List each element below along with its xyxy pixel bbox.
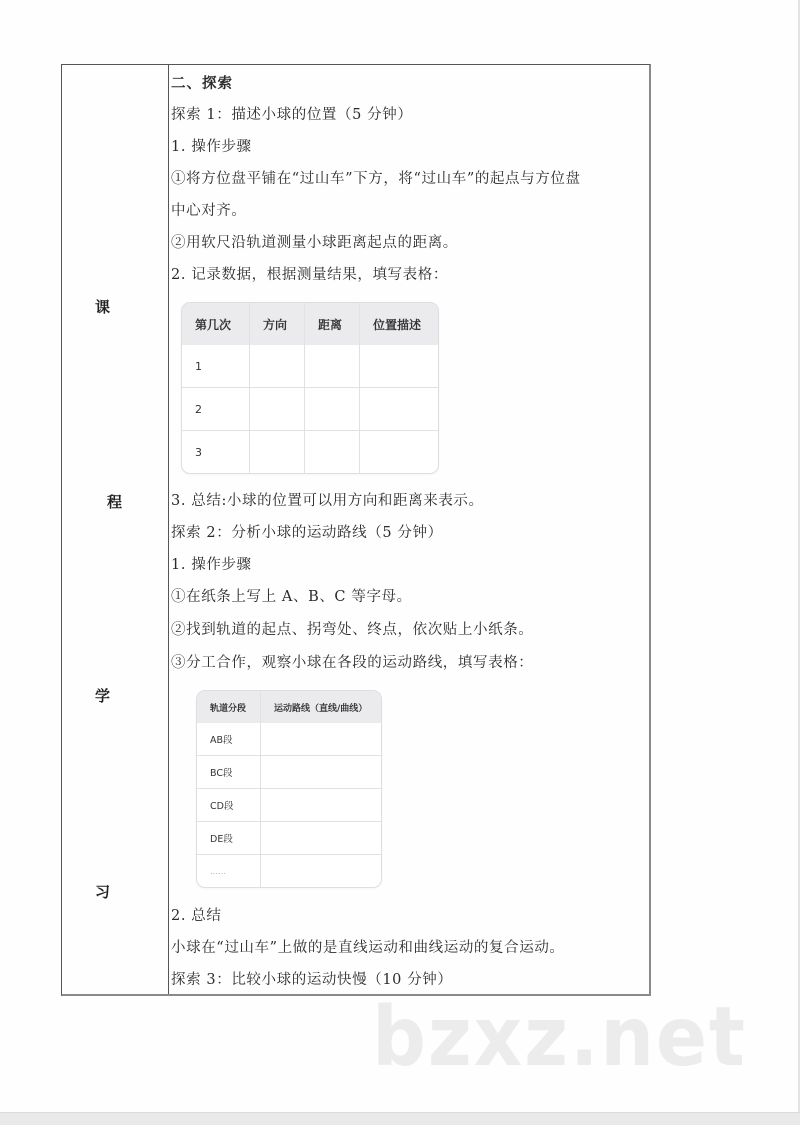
explore1-steps-heading: 1. 操作步骤 xyxy=(171,139,252,155)
cell-segment: DE段 xyxy=(197,822,261,855)
cell-segment-ellipsis: …… xyxy=(197,855,261,887)
cell-distance[interactable] xyxy=(305,388,360,431)
explore1-step1-line1: ①将方位盘平铺在“过山车”下方，将“过山车”的起点与方位盘 xyxy=(171,171,581,187)
cell-direction[interactable] xyxy=(250,388,305,431)
table-row xyxy=(197,723,381,756)
cell-position-description[interactable] xyxy=(360,345,438,388)
explore2-summary-heading: 2. 总结 xyxy=(171,908,222,924)
cell-position-description[interactable] xyxy=(360,431,438,473)
column-divider xyxy=(168,65,169,994)
header-attempt: 第几次 xyxy=(182,303,250,345)
table-row xyxy=(197,789,381,822)
watermark: bzxz.net xyxy=(372,990,747,1085)
header-distance: 距离 xyxy=(305,303,360,345)
table-row xyxy=(182,388,438,431)
table-row xyxy=(182,345,438,388)
explore2-title: 探索 2：分析小球的运动路线（5 分钟） xyxy=(171,525,443,541)
cell-motion-path[interactable] xyxy=(261,723,381,756)
cell-direction[interactable] xyxy=(250,345,305,388)
cell-position-description[interactable] xyxy=(360,388,438,431)
side-label-char-2: 程 xyxy=(107,493,123,511)
cell-motion-path[interactable] xyxy=(261,822,381,855)
cell-attempt: 2 xyxy=(182,388,250,431)
explore2-steps-heading: 1. 操作步骤 xyxy=(171,557,252,573)
table-header-row xyxy=(182,303,438,345)
header-motion-path: 运动路线（直线/曲线） xyxy=(261,691,381,723)
lesson-table xyxy=(61,64,651,996)
position-record-table xyxy=(181,302,439,474)
track-segment-table xyxy=(196,690,382,888)
table-row xyxy=(182,431,438,473)
explore1-summary: 3. 总结:小球的位置可以用方向和距离来表示。 xyxy=(171,493,484,509)
cell-motion-path[interactable] xyxy=(261,855,381,887)
page-gap xyxy=(0,1112,800,1126)
side-label-char-1: 课 xyxy=(95,298,111,316)
cell-segment: BC段 xyxy=(197,756,261,789)
explore2-summary: 小球在“过山车”上做的是直线运动和曲线运动的复合运动。 xyxy=(171,940,565,956)
cell-distance[interactable] xyxy=(305,431,360,473)
side-label-char-4: 习 xyxy=(95,883,111,901)
cell-motion-path[interactable] xyxy=(261,756,381,789)
next-page-top xyxy=(0,1125,800,1134)
header-position-description: 位置描述 xyxy=(360,303,438,345)
explore1-step2: ②用软尺沿轨道测量小球距离起点的距离。 xyxy=(171,235,458,251)
explore1-step1-line2: 中心对齐。 xyxy=(171,203,247,219)
cell-attempt: 1 xyxy=(182,345,250,388)
cell-attempt: 3 xyxy=(182,431,250,473)
table-row xyxy=(197,756,381,789)
header-track-segment: 轨道分段 xyxy=(197,691,261,723)
explore1-title: 探索 1：描述小球的位置（5 分钟） xyxy=(171,107,413,123)
side-label-char-3: 学 xyxy=(95,687,111,705)
explore2-step1: ①在纸条上写上 A、B、C 等字母。 xyxy=(171,589,412,605)
table-header-row xyxy=(197,691,381,723)
explore1-record-heading: 2. 记录数据，根据测量结果，填写表格： xyxy=(171,267,448,283)
cell-segment: CD段 xyxy=(197,789,261,822)
cell-segment: AB段 xyxy=(197,723,261,756)
explore2-step2: ②找到轨道的起点、拐弯处、终点，依次贴上小纸条。 xyxy=(171,622,534,638)
header-direction: 方向 xyxy=(250,303,305,345)
cell-direction[interactable] xyxy=(250,431,305,473)
section-title: 二、探索 xyxy=(171,76,233,92)
cell-distance[interactable] xyxy=(305,345,360,388)
explore2-step3: ③分工合作，观察小球在各段的运动路线，填写表格： xyxy=(171,655,534,671)
cell-motion-path[interactable] xyxy=(261,789,381,822)
table-row xyxy=(197,822,381,855)
explore3-title: 探索 3：比较小球的运动快慢（10 分钟） xyxy=(171,972,453,988)
table-row xyxy=(197,855,381,887)
